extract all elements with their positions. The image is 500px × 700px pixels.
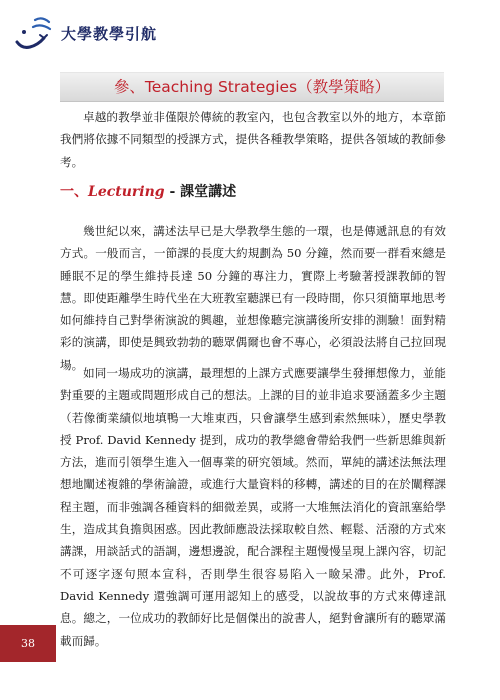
section-title: 參、Teaching Strategies（教學策略） — [113, 78, 391, 96]
anchor-wave-icon — [14, 14, 60, 54]
section-title-bar — [60, 72, 444, 102]
subsection-title-zh: 課堂講述 — [180, 184, 237, 200]
subsection-number: 一、 — [60, 184, 88, 200]
footer-page-block — [0, 625, 56, 662]
lecturing-paragraph-1: 幾世紀以來，講述法早已是大學教學生態的一環，也是傳遞訊息的有效方式。一般而言，一節課的長度大約規劃為 50 分鐘，然而要一群看來總是睡眠不足的學生維持長達 50 分鐘的專注力，實際上考驗著授課教師的智慧。即使距離學生時代坐在大班教室聽課已有一段時間，你只須簡單地思考如何維持自己對學術演說的興趣，並想像聽完演講後所安排的測驗！面對精彩的演講，即使是興致勃勃的聽眾偶爾也會不專心，必須設法將自己拉回現場。 — [60, 224, 446, 372]
subsection-heading — [60, 182, 236, 202]
subsection-dash: - — [164, 184, 181, 200]
lecturing-paragraph-2: 如同一場成功的演講，最理想的上課方式應要讓學生發揮想像力，並能對重要的主題或問題形成自己的想法。上課的目的並非追求要涵蓋多少主題（若像衝業績似地填鴨一大堆東西，只會讓學生感到索然無味），歷史學教授 Prof. David Kennedy 提到，成功的教學總會帶給我們一些新思維與新方法，進而引領學生進入一個專業的研究領域。然而，單純的講述法無法理想地闡述複雜的學術論證，或進行大量資料的移轉，講述的目的在於闡釋課程主題，而非強調各種資料的細微差異，或將一大堆無法消化的資訊塞給學生，造成其負擔與困惑。因此教師應設法採取較自然、輕鬆、活潑的方式來講課，用談話式的語調，邊想邊說，配合課程主題慢慢呈現上課內容，切記不可逐字逐句照本宣科，否則學生很容易陷入一瞼呆滯。此外，Prof. David Kennedy 還強調可運用認知上的感受，以說故事的方式來傳達訊息。總之，一位成功的教師好比是個傑出的說書人，絕對會讓所有的聽眾滿載而歸。 — [60, 366, 446, 648]
subsection-title-en: Lecturing — [88, 184, 165, 200]
header-title: 大學教學引航 — [61, 25, 158, 43]
page-number: 38 — [21, 637, 35, 650]
intro-paragraph: 卓越的教學並非僅限於傳統的教室內，也包含教室以外的地方，本章節我們將依據不同類型的授課方式，提供各種教學策略，提供各領域的教師參考。 — [60, 110, 446, 169]
running-header — [14, 14, 214, 60]
